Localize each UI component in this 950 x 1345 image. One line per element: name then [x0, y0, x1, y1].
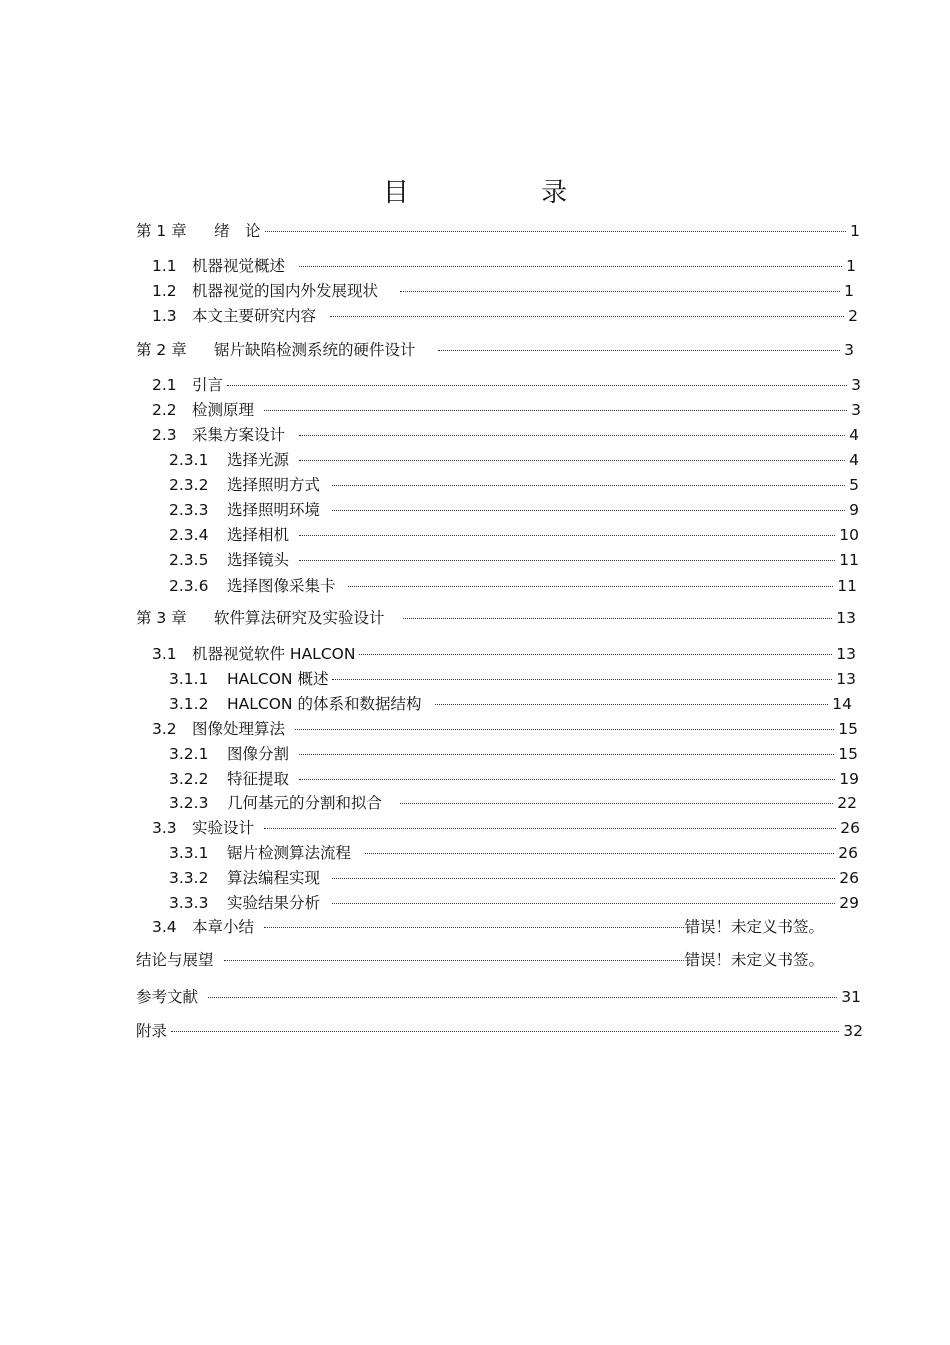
entry-number: 2.3: [152, 426, 177, 444]
toc-entry[interactable]: [152, 424, 859, 446]
entry-page: 3: [844, 341, 854, 359]
entry-text: 参考文献: [136, 988, 199, 1006]
entry-text: 算法编程实现: [227, 869, 321, 887]
toc-entry[interactable]: [169, 668, 856, 690]
entry-text: 机器视觉的国内外发展现状: [192, 282, 379, 300]
entry-text: 实验结果分析: [227, 894, 321, 912]
toc-entry[interactable]: [169, 743, 858, 765]
entry-text: HALCON 的体系和数据结构: [227, 695, 422, 713]
entry-text: 采集方案设计: [192, 426, 286, 444]
entry-text: 结论与展望: [136, 951, 214, 969]
dot-leader: [295, 729, 834, 730]
dot-leader: [403, 618, 833, 619]
entry-text: 检测原理: [192, 401, 255, 419]
dot-leader: [299, 460, 845, 461]
toc-entry[interactable]: [152, 255, 856, 277]
entry-number: 3.3.3: [169, 894, 209, 912]
dot-leader: [400, 803, 833, 804]
toc-entry[interactable]: [152, 643, 856, 665]
entry-text: 附录: [136, 1022, 168, 1040]
toc-entry[interactable]: [136, 986, 861, 1008]
entry-text: 特征提取: [227, 770, 290, 788]
entry-page: 9: [849, 501, 859, 519]
dot-leader: [332, 485, 845, 486]
entry-page: 22: [837, 794, 857, 812]
entry-number: 2.3.2: [169, 476, 209, 494]
entry-text: 实验设计: [192, 819, 255, 837]
entry-number: 3.1: [152, 645, 177, 663]
dot-leader: [332, 903, 835, 904]
entry-page: 26: [840, 819, 860, 837]
entry-page: 13: [836, 670, 856, 688]
entry-page: 3: [851, 376, 861, 394]
entry-page: 1: [844, 282, 854, 300]
dot-leader: [299, 535, 835, 536]
toc-entry[interactable]: [152, 817, 860, 839]
bookmark-error-text: 错误！未定义书签。: [684, 918, 824, 936]
entry-page: 3: [851, 401, 861, 419]
entry-text: 锯片缺陷检测系统的硬件设计: [214, 341, 416, 359]
entry-text: 选择光源: [227, 451, 290, 469]
entry-number: 2.3.1: [169, 451, 209, 469]
dot-leader: [332, 510, 845, 511]
entry-text: 选择照明方式: [227, 476, 321, 494]
entry-page: 5: [849, 476, 859, 494]
entry-page: 19: [839, 770, 859, 788]
dot-leader: [438, 350, 841, 351]
entry-text: 锯片检测算法流程: [227, 844, 352, 862]
toc-entry[interactable]: [152, 399, 861, 421]
entry-page: 1: [850, 222, 860, 240]
dot-leader: [299, 754, 834, 755]
entry-page: 32: [843, 1022, 863, 1040]
toc-entry[interactable]: [136, 220, 860, 242]
dot-leader: [264, 927, 684, 928]
toc-entry[interactable]: [169, 867, 859, 889]
entry-number: 3.3: [152, 819, 177, 837]
dot-leader: [299, 266, 842, 267]
dot-leader: [171, 1031, 839, 1032]
toc-entry[interactable]: [152, 305, 858, 327]
entry-number: 3.2.1: [169, 745, 209, 763]
entry-text: 引言: [192, 376, 224, 394]
entry-number: 1.3: [152, 307, 177, 325]
toc-entry[interactable]: [136, 607, 856, 629]
entry-page: 10: [839, 526, 859, 544]
entry-number: 3.2: [152, 720, 177, 738]
entry-page: 4: [849, 451, 859, 469]
entry-text: 机器视觉软件 HALCON: [192, 645, 356, 663]
entry-text: 机器视觉概述: [192, 257, 286, 275]
entry-page: 26: [838, 844, 858, 862]
dot-leader: [330, 316, 844, 317]
entry-page: 13: [836, 609, 856, 627]
dot-leader: [208, 997, 837, 998]
entry-text: 几何基元的分割和拟合: [227, 794, 383, 812]
entry-number: 2.1: [152, 376, 177, 394]
entry-text: HALCON 概述: [227, 670, 329, 688]
entry-number: 2.3.4: [169, 526, 209, 544]
dot-leader: [365, 853, 834, 854]
dot-leader: [299, 779, 835, 780]
entry-text: 软件算法研究及实验设计: [214, 609, 385, 627]
dot-leader: [227, 385, 847, 386]
dot-leader: [299, 560, 835, 561]
toc-entry[interactable]: [136, 1020, 863, 1042]
dot-leader: [332, 679, 832, 680]
entry-page: 2: [848, 307, 858, 325]
dot-leader: [400, 291, 840, 292]
toc-entry[interactable]: [169, 499, 859, 521]
entry-number: 3.2.3: [169, 794, 209, 812]
toc-entry[interactable]: [169, 768, 859, 790]
entry-text: 选择图像采集卡: [227, 577, 336, 595]
toc-entry[interactable]: [169, 792, 857, 814]
toc-entry[interactable]: [169, 474, 859, 496]
entry-number: 3.4: [152, 918, 177, 936]
entry-text: 本章小结: [192, 918, 255, 936]
entry-text: 选择相机: [227, 526, 290, 544]
dot-leader: [332, 878, 835, 879]
dot-leader: [224, 960, 685, 961]
toc-entry[interactable]: [152, 374, 861, 396]
toc-entry[interactable]: [169, 524, 859, 546]
entry-number: 1.1: [152, 257, 177, 275]
entry-number: 1.2: [152, 282, 177, 300]
dot-leader: [264, 410, 847, 411]
entry-page: 26: [839, 869, 859, 887]
toc-entry[interactable]: [152, 916, 824, 938]
entry-number: 第 1 章: [136, 222, 187, 240]
entry-text: 图像分割: [227, 745, 290, 763]
toc-entry[interactable]: [169, 575, 857, 597]
entry-number: 3.1.2: [169, 695, 209, 713]
entry-page: 1: [846, 257, 856, 275]
entry-page: 29: [839, 894, 859, 912]
toc-entry[interactable]: [169, 693, 852, 715]
entry-page: 14: [832, 695, 852, 713]
entry-page: 15: [838, 720, 858, 738]
dot-leader: [348, 586, 834, 587]
entry-number: 3.3.2: [169, 869, 209, 887]
entry-number: 3.2.2: [169, 770, 209, 788]
dot-leader: [299, 435, 845, 436]
entry-page: 11: [837, 577, 857, 595]
toc-entry[interactable]: [152, 280, 854, 302]
entry-text: 选择照明环境: [227, 501, 321, 519]
dot-leader: [264, 828, 836, 829]
entry-number: 2.2: [152, 401, 177, 419]
toc-entry[interactable]: [169, 892, 859, 914]
toc-entry[interactable]: [152, 718, 858, 740]
toc-entry[interactable]: [169, 449, 859, 471]
entry-page: 15: [838, 745, 858, 763]
entry-number: 2.3.5: [169, 551, 209, 569]
entry-number: 第 2 章: [136, 341, 187, 359]
entry-text: 绪 论: [214, 222, 261, 240]
entry-page: 4: [849, 426, 859, 444]
entry-number: 2.3.3: [169, 501, 209, 519]
toc-title: 目 录: [382, 178, 630, 208]
toc-entry[interactable]: [136, 339, 854, 361]
toc-entry[interactable]: [136, 949, 824, 971]
entry-number: 第 3 章: [136, 609, 187, 627]
bookmark-error-text: 错误！未定义书签。: [684, 951, 824, 969]
entry-text: 选择镜头: [227, 551, 290, 569]
dot-leader: [359, 654, 832, 655]
entry-page: 13: [836, 645, 856, 663]
toc-entry[interactable]: [169, 842, 858, 864]
entry-number: 2.3.6: [169, 577, 209, 595]
entry-number: 3.1.1: [169, 670, 209, 688]
entry-text: 本文主要研究内容: [192, 307, 317, 325]
entry-text: 图像处理算法: [192, 720, 286, 738]
entry-number: 3.3.1: [169, 844, 209, 862]
dot-leader: [265, 231, 847, 232]
entry-page: 31: [841, 988, 861, 1006]
entry-page: 11: [839, 551, 859, 569]
toc-entry[interactable]: [169, 549, 859, 571]
dot-leader: [435, 704, 828, 705]
